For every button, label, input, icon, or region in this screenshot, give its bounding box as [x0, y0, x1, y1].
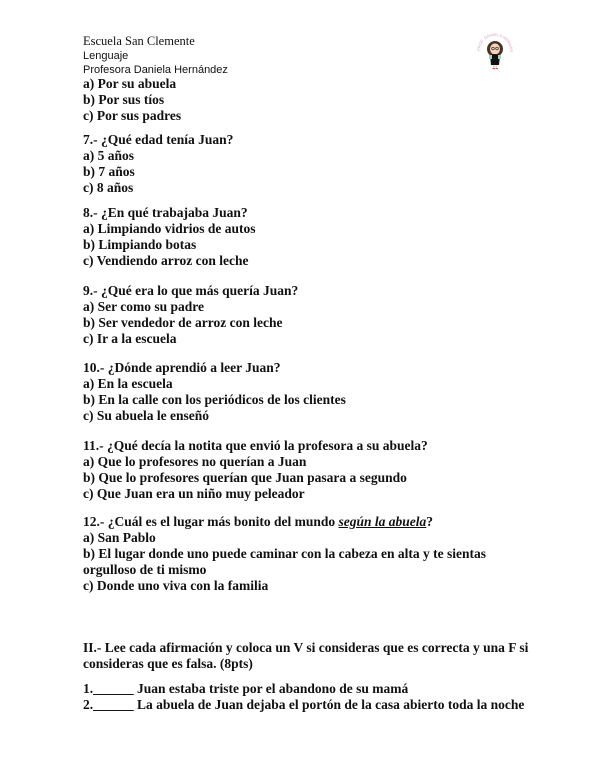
question-11: 11.- ¿Qué decía la notita que envió la profesora a su abuela?: [83, 438, 428, 453]
option: a) Que lo profesores no querían a Juan: [83, 454, 307, 469]
question-10: 10.- ¿Dónde aprendió a leer Juan?: [83, 360, 281, 375]
option: b) Limpiando botas: [83, 237, 197, 252]
option: a) San Pablo: [83, 530, 156, 545]
option-continuation: orgulloso de ti mismo: [83, 562, 207, 577]
option: c) Por sus padres: [83, 108, 182, 123]
option: b) 7 años: [83, 164, 135, 179]
option: c) Donde uno viva con la familia: [83, 578, 269, 593]
question-12: [83, 514, 433, 530]
question-7: 7.- ¿Qué edad tenía Juan?: [83, 132, 234, 147]
teacher-name: Profesora Daniela Hernández: [83, 64, 228, 76]
option: b) Que lo profesores querían que Juan pasara a segundo: [83, 470, 407, 485]
option: a) Ser como su padre: [83, 299, 204, 314]
subject: Lenguaje: [83, 50, 129, 62]
option: a) 5 años: [83, 148, 135, 163]
section-2-instructions: II.- Lee cada afirmación y coloca un V si consideras que es correcta y una F si: [83, 640, 529, 655]
teacher-avatar-logo: [472, 29, 518, 75]
option: c) Vendiendo arroz con leche: [83, 253, 249, 268]
question-12-mark: ?: [426, 514, 434, 529]
option: c) 8 años: [83, 180, 134, 195]
option: b) Por sus tíos: [83, 92, 165, 107]
svg-text:PROF. DANIELA HERNANDEZ: PROF. DANIELA HERNAN: [475, 31, 515, 53]
section-2-instructions-cont: consideras que es falsa. (8pts): [83, 656, 253, 671]
option: c) Que Juan era un niño muy peleador: [83, 486, 305, 501]
question-9: 9.- ¿Qué era lo que más quería Juan?: [83, 283, 299, 298]
true-false-item: 1.______ Juan estaba triste por el abandono de su mamá: [83, 681, 409, 696]
option: b) Ser vendedor de arroz con leche: [83, 315, 283, 330]
option: a) En la escuela: [83, 376, 173, 391]
option: b) En la calle con los periódicos de los clientes: [83, 392, 346, 407]
option: c) Su abuela le enseñó: [83, 408, 210, 423]
question-12-text: 12.- ¿Cuál es el lugar más bonito del mundo: [83, 514, 339, 529]
question-12-emphasis: según la abuela: [338, 514, 427, 529]
option: c) Ir a la escuela: [83, 331, 177, 346]
option: a) Limpiando vidrios de autos: [83, 221, 256, 236]
question-8: 8.- ¿En qué trabajaba Juan?: [83, 205, 248, 220]
option: b) El lugar donde uno puede caminar con la cabeza en alta y te sientas: [83, 546, 487, 561]
true-false-item: 2.______ La abuela de Juan dejaba el portón de la casa abierto toda la noche: [83, 697, 525, 712]
option: a) Por su abuela: [83, 76, 177, 91]
school-name: Escuela San Clemente: [83, 34, 195, 48]
